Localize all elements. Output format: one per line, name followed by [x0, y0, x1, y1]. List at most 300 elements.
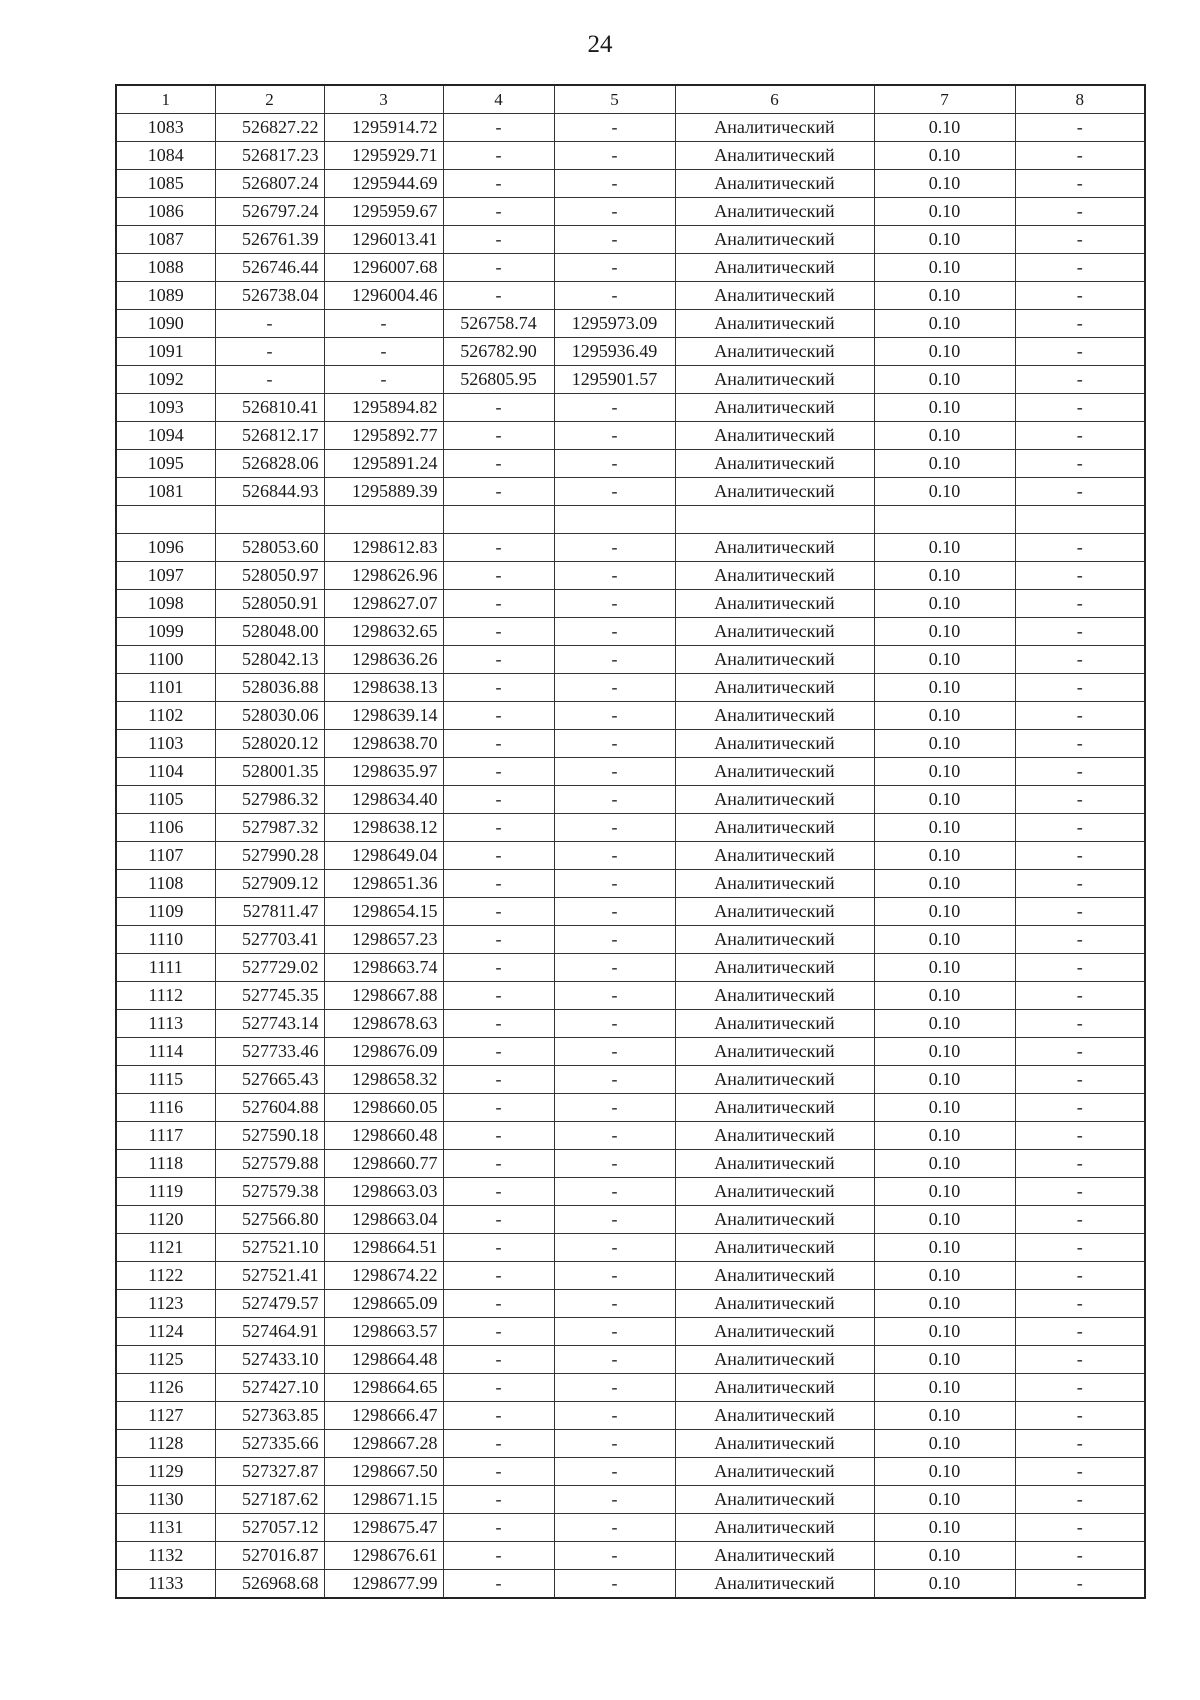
- table-cell: 1298664.51: [324, 1234, 443, 1262]
- table-cell: -: [554, 618, 675, 646]
- table-cell: 527464.91: [215, 1318, 324, 1346]
- table-cell: 526844.93: [215, 478, 324, 506]
- table-cell: Аналитический: [675, 590, 874, 618]
- table-cell: 0.10: [874, 254, 1015, 282]
- table-cell: 1085: [116, 170, 215, 198]
- table-row: [116, 1458, 1145, 1486]
- table-row: [116, 1178, 1145, 1206]
- table-row: [116, 534, 1145, 562]
- table-cell: 1298658.32: [324, 1066, 443, 1094]
- table-cell: 526761.39: [215, 226, 324, 254]
- table-cell: 0.10: [874, 982, 1015, 1010]
- table-row: [116, 898, 1145, 926]
- table-cell: -: [443, 198, 554, 226]
- table-cell: 1097: [116, 562, 215, 590]
- table-cell: 1086: [116, 198, 215, 226]
- table-cell: Аналитический: [675, 1066, 874, 1094]
- table-cell: 527811.47: [215, 898, 324, 926]
- table-cell: Аналитический: [675, 338, 874, 366]
- table-cell: 1296004.46: [324, 282, 443, 310]
- table-cell: -: [554, 422, 675, 450]
- table-cell: 0.10: [874, 142, 1015, 170]
- table-cell: Аналитический: [675, 310, 874, 338]
- table-cell: [675, 506, 874, 534]
- table-cell: -: [443, 534, 554, 562]
- table-cell: -: [443, 982, 554, 1010]
- table-row: [116, 394, 1145, 422]
- table-row: [116, 170, 1145, 198]
- table-cell: 1298675.47: [324, 1514, 443, 1542]
- table-row: [116, 1318, 1145, 1346]
- table-cell: -: [443, 1234, 554, 1262]
- table-cell: Аналитический: [675, 534, 874, 562]
- table-cell: 526810.41: [215, 394, 324, 422]
- table-cell: 1109: [116, 898, 215, 926]
- table-cell: 1116: [116, 1094, 215, 1122]
- table-cell: -: [1015, 198, 1145, 226]
- table-cell: 526968.68: [215, 1570, 324, 1599]
- table-cell: -: [1015, 310, 1145, 338]
- table-cell: 0.10: [874, 1514, 1015, 1542]
- table-cell: -: [1015, 338, 1145, 366]
- table-cell: Аналитический: [675, 1374, 874, 1402]
- table-cell: -: [554, 1262, 675, 1290]
- table-cell: 1295936.49: [554, 338, 675, 366]
- table-cell: -: [324, 310, 443, 338]
- table-cell: -: [443, 170, 554, 198]
- table-cell: 1298676.09: [324, 1038, 443, 1066]
- table-cell: 527665.43: [215, 1066, 324, 1094]
- table-cell: 0.10: [874, 534, 1015, 562]
- table-row: [116, 478, 1145, 506]
- table-cell: -: [1015, 534, 1145, 562]
- table-cell: -: [1015, 674, 1145, 702]
- table-cell: 0.10: [874, 198, 1015, 226]
- table-cell: -: [554, 1458, 675, 1486]
- table-cell: [1015, 506, 1145, 534]
- table-cell: -: [1015, 870, 1145, 898]
- table-cell: 527909.12: [215, 870, 324, 898]
- table-cell: -: [554, 1542, 675, 1570]
- table-cell: -: [1015, 842, 1145, 870]
- table-cell: 528001.35: [215, 758, 324, 786]
- table-cell: -: [554, 1178, 675, 1206]
- table-cell: -: [443, 1010, 554, 1038]
- table-cell: Аналитический: [675, 982, 874, 1010]
- column-header-5: 5: [554, 85, 675, 114]
- table-cell: 527986.32: [215, 786, 324, 814]
- table-cell: 1104: [116, 758, 215, 786]
- table-cell: -: [554, 450, 675, 478]
- table-cell: Аналитический: [675, 170, 874, 198]
- table-cell: 1127: [116, 1402, 215, 1430]
- table-cell: -: [554, 1234, 675, 1262]
- table-cell: Аналитический: [675, 1094, 874, 1122]
- table-cell: 1092: [116, 366, 215, 394]
- table-cell: 0.10: [874, 646, 1015, 674]
- table-cell: Аналитический: [675, 562, 874, 590]
- table-cell: 1298667.28: [324, 1430, 443, 1458]
- table-cell: -: [554, 1010, 675, 1038]
- table-cell: Аналитический: [675, 1486, 874, 1514]
- table-header: [116, 85, 1145, 114]
- table-row: [116, 1010, 1145, 1038]
- table-cell: 527327.87: [215, 1458, 324, 1486]
- table-cell: 1295894.82: [324, 394, 443, 422]
- table-cell: -: [443, 758, 554, 786]
- table-cell: 1298666.47: [324, 1402, 443, 1430]
- table-cell: 0.10: [874, 170, 1015, 198]
- table-cell: -: [1015, 1234, 1145, 1262]
- table-cell: 0.10: [874, 1038, 1015, 1066]
- table-cell: 0.10: [874, 114, 1015, 142]
- table-cell: -: [1015, 590, 1145, 618]
- table-cell: 527733.46: [215, 1038, 324, 1066]
- table-cell: 0.10: [874, 926, 1015, 954]
- table-cell: 0.10: [874, 814, 1015, 842]
- table-cell: 1084: [116, 142, 215, 170]
- table-cell: 0.10: [874, 422, 1015, 450]
- table-cell: -: [1015, 1570, 1145, 1599]
- table-row: [116, 1206, 1145, 1234]
- table-cell: 0.10: [874, 702, 1015, 730]
- table-cell: -: [1015, 926, 1145, 954]
- table-cell: -: [443, 562, 554, 590]
- table-row: [116, 1290, 1145, 1318]
- table-cell: -: [215, 338, 324, 366]
- table-cell: 1298663.04: [324, 1206, 443, 1234]
- table-cell: -: [1015, 1066, 1145, 1094]
- table-cell: 526797.24: [215, 198, 324, 226]
- table-cell: 1298632.65: [324, 618, 443, 646]
- table-cell: Аналитический: [675, 954, 874, 982]
- table-cell: -: [1015, 422, 1145, 450]
- table-row: [116, 450, 1145, 478]
- table-cell: [554, 506, 675, 534]
- table-cell: -: [554, 1486, 675, 1514]
- table-cell: 0.10: [874, 310, 1015, 338]
- table-cell: -: [554, 226, 675, 254]
- table-cell: -: [443, 1374, 554, 1402]
- table-cell: 1295889.39: [324, 478, 443, 506]
- table-cell: Аналитический: [675, 1430, 874, 1458]
- table-cell: 1298638.70: [324, 730, 443, 758]
- table-cell: -: [443, 870, 554, 898]
- table-cell: -: [554, 1318, 675, 1346]
- table-cell: 1101: [116, 674, 215, 702]
- column-header-3: 3: [324, 85, 443, 114]
- table-cell: 527521.41: [215, 1262, 324, 1290]
- table-cell: 1124: [116, 1318, 215, 1346]
- table-cell: 526817.23: [215, 142, 324, 170]
- table-row: [116, 1402, 1145, 1430]
- table-cell: 1110: [116, 926, 215, 954]
- table-cell: 1298671.15: [324, 1486, 443, 1514]
- table-cell: -: [1015, 954, 1145, 982]
- column-header-1: 1: [116, 85, 215, 114]
- table-cell: 0.10: [874, 1318, 1015, 1346]
- table-cell: -: [443, 1402, 554, 1430]
- table-cell: 1126: [116, 1374, 215, 1402]
- table-row: [116, 338, 1145, 366]
- table-cell: Аналитический: [675, 226, 874, 254]
- table-cell: -: [1015, 1430, 1145, 1458]
- table-cell: 1295892.77: [324, 422, 443, 450]
- table-cell: 0.10: [874, 618, 1015, 646]
- table-cell: -: [443, 1206, 554, 1234]
- table-cell: Аналитический: [675, 1318, 874, 1346]
- table-cell: -: [554, 114, 675, 142]
- table-cell: Аналитический: [675, 1122, 874, 1150]
- table-cell: 1111: [116, 954, 215, 982]
- table-cell: 0.10: [874, 1374, 1015, 1402]
- table-cell: -: [554, 982, 675, 1010]
- table-cell: -: [1015, 366, 1145, 394]
- table-cell: Аналитический: [675, 1234, 874, 1262]
- page-number: 24: [587, 31, 613, 58]
- table-cell: -: [554, 1430, 675, 1458]
- table-cell: 528042.13: [215, 646, 324, 674]
- table-row: [116, 1038, 1145, 1066]
- table-cell: 1298612.83: [324, 534, 443, 562]
- table-cell: Аналитический: [675, 926, 874, 954]
- table-cell: -: [443, 618, 554, 646]
- table-cell: Аналитический: [675, 1458, 874, 1486]
- column-header-7: 7: [874, 85, 1015, 114]
- table-cell: -: [1015, 1346, 1145, 1374]
- table-cell: 0.10: [874, 1010, 1015, 1038]
- table-cell: -: [1015, 1094, 1145, 1122]
- table-cell: Аналитический: [675, 842, 874, 870]
- table-cell: 1106: [116, 814, 215, 842]
- table-cell: Аналитический: [675, 814, 874, 842]
- table-cell: -: [215, 366, 324, 394]
- table-cell: 0.10: [874, 1094, 1015, 1122]
- table-cell: -: [1015, 1038, 1145, 1066]
- table-cell: Аналитический: [675, 702, 874, 730]
- table-cell: -: [324, 366, 443, 394]
- table-cell: -: [1015, 1262, 1145, 1290]
- table-cell: 1118: [116, 1150, 215, 1178]
- table-cell: -: [1015, 646, 1145, 674]
- table-cell: -: [443, 1486, 554, 1514]
- table-cell: -: [554, 254, 675, 282]
- table-cell: 526782.90: [443, 338, 554, 366]
- table-cell: 527363.85: [215, 1402, 324, 1430]
- table-cell: -: [554, 1206, 675, 1234]
- table-cell: -: [1015, 562, 1145, 590]
- table-cell: -: [1015, 730, 1145, 758]
- table-cell: 1098: [116, 590, 215, 618]
- table-cell: 1298677.99: [324, 1570, 443, 1599]
- table-cell: 527566.80: [215, 1206, 324, 1234]
- table-cell: 1132: [116, 1542, 215, 1570]
- table-cell: 527433.10: [215, 1346, 324, 1374]
- table-cell: 527187.62: [215, 1486, 324, 1514]
- table-cell: Аналитический: [675, 366, 874, 394]
- table-row: [116, 114, 1145, 142]
- table-row: [116, 226, 1145, 254]
- table-cell: -: [554, 1038, 675, 1066]
- table-cell: 1298634.40: [324, 786, 443, 814]
- column-header-2: 2: [215, 85, 324, 114]
- table-cell: 1129: [116, 1458, 215, 1486]
- table-cell: 1298651.36: [324, 870, 443, 898]
- table-cell: Аналитический: [675, 1150, 874, 1178]
- table-cell: 0.10: [874, 450, 1015, 478]
- table-cell: -: [1015, 1486, 1145, 1514]
- table-cell: -: [554, 898, 675, 926]
- table-cell: 1105: [116, 786, 215, 814]
- table-cell: 1298657.23: [324, 926, 443, 954]
- table-cell: -: [554, 142, 675, 170]
- table-cell: Аналитический: [675, 1290, 874, 1318]
- table-cell: -: [443, 1430, 554, 1458]
- table-cell: 526738.04: [215, 282, 324, 310]
- table-cell: 0.10: [874, 1346, 1015, 1374]
- table-cell: 1296013.41: [324, 226, 443, 254]
- table-cell: 1298664.65: [324, 1374, 443, 1402]
- table-cell: 1298678.63: [324, 1010, 443, 1038]
- table-cell: -: [443, 1122, 554, 1150]
- table-cell: 1298627.07: [324, 590, 443, 618]
- table-cell: 527016.87: [215, 1542, 324, 1570]
- table-cell: 1298664.48: [324, 1346, 443, 1374]
- table-cell: -: [1015, 1206, 1145, 1234]
- table-cell: 0.10: [874, 1122, 1015, 1150]
- table-cell: Аналитический: [675, 1402, 874, 1430]
- table-cell: -: [324, 338, 443, 366]
- table-cell: Аналитический: [675, 646, 874, 674]
- table-cell: -: [443, 254, 554, 282]
- table-cell: -: [443, 814, 554, 842]
- table-cell: 527743.14: [215, 1010, 324, 1038]
- table-cell: Аналитический: [675, 114, 874, 142]
- table-cell: -: [554, 646, 675, 674]
- table-row: [116, 1262, 1145, 1290]
- table-cell: -: [1015, 1514, 1145, 1542]
- table-cell: -: [554, 282, 675, 310]
- table-cell: 0.10: [874, 226, 1015, 254]
- table-cell: 1100: [116, 646, 215, 674]
- table-row: [116, 142, 1145, 170]
- table-cell: -: [215, 310, 324, 338]
- table-cell: 1117: [116, 1122, 215, 1150]
- table-cell: 1298663.74: [324, 954, 443, 982]
- table-cell: 1090: [116, 310, 215, 338]
- table-cell: -: [443, 1318, 554, 1346]
- table-cell: 0.10: [874, 1066, 1015, 1094]
- table-cell: 1298654.15: [324, 898, 443, 926]
- table-cell: 0.10: [874, 338, 1015, 366]
- table-cell: 526828.06: [215, 450, 324, 478]
- table-cell: 527703.41: [215, 926, 324, 954]
- table-cell: -: [443, 1094, 554, 1122]
- table-cell: -: [554, 394, 675, 422]
- table-cell: -: [554, 478, 675, 506]
- table-cell: 527335.66: [215, 1430, 324, 1458]
- table-cell: -: [554, 590, 675, 618]
- table-cell: -: [443, 1262, 554, 1290]
- table-cell: -: [1015, 282, 1145, 310]
- table-cell: 528050.97: [215, 562, 324, 590]
- table-cell: 1298649.04: [324, 842, 443, 870]
- table-cell: 1298663.57: [324, 1318, 443, 1346]
- table-cell: -: [1015, 478, 1145, 506]
- table-cell: 1298626.96: [324, 562, 443, 590]
- table-cell: 1298667.50: [324, 1458, 443, 1486]
- table-cell: 1128: [116, 1430, 215, 1458]
- table-cell: Аналитический: [675, 758, 874, 786]
- table-row: [116, 590, 1145, 618]
- table-cell: 1298665.09: [324, 1290, 443, 1318]
- table-cell: 0.10: [874, 1178, 1015, 1206]
- table-cell: -: [554, 534, 675, 562]
- table-cell: -: [443, 842, 554, 870]
- table-cell: -: [1015, 394, 1145, 422]
- table-cell: 527579.38: [215, 1178, 324, 1206]
- table-row: [116, 1234, 1145, 1262]
- table-cell: -: [554, 1514, 675, 1542]
- table-row: [116, 786, 1145, 814]
- table-cell: 528053.60: [215, 534, 324, 562]
- table-cell: -: [554, 1570, 675, 1599]
- table-cell: 1296007.68: [324, 254, 443, 282]
- table-row: [116, 310, 1145, 338]
- table-cell: Аналитический: [675, 1206, 874, 1234]
- table-cell: -: [443, 282, 554, 310]
- table-cell: -: [554, 198, 675, 226]
- table-cell: 1298660.48: [324, 1122, 443, 1150]
- table-cell: Аналитический: [675, 282, 874, 310]
- table-cell: [443, 506, 554, 534]
- table-cell: [324, 506, 443, 534]
- table-row: [116, 1066, 1145, 1094]
- table-cell: 1094: [116, 422, 215, 450]
- table-cell: Аналитический: [675, 198, 874, 226]
- table-cell: 0.10: [874, 786, 1015, 814]
- table-cell: -: [554, 786, 675, 814]
- table-cell: [116, 506, 215, 534]
- table-cell: -: [443, 1346, 554, 1374]
- table-cell: 1123: [116, 1290, 215, 1318]
- table-cell: -: [1015, 702, 1145, 730]
- table-cell: 1298638.13: [324, 674, 443, 702]
- table-row: [116, 254, 1145, 282]
- table-cell: 0.10: [874, 1430, 1015, 1458]
- table-cell: -: [443, 730, 554, 758]
- table-cell: -: [443, 1066, 554, 1094]
- table-cell: -: [1015, 1402, 1145, 1430]
- table-cell: 527479.57: [215, 1290, 324, 1318]
- table-row: [116, 422, 1145, 450]
- table-cell: 1298639.14: [324, 702, 443, 730]
- table-cell: 528048.00: [215, 618, 324, 646]
- table-cell: -: [443, 478, 554, 506]
- table-cell: -: [554, 730, 675, 758]
- table-cell: -: [1015, 786, 1145, 814]
- table-cell: 1102: [116, 702, 215, 730]
- table-row: [116, 562, 1145, 590]
- table-row: [116, 982, 1145, 1010]
- table-cell: 1093: [116, 394, 215, 422]
- table-cell: 1125: [116, 1346, 215, 1374]
- table-cell: 1096: [116, 534, 215, 562]
- table-row: [116, 506, 1145, 534]
- table-cell: 527990.28: [215, 842, 324, 870]
- table-cell: 1115: [116, 1066, 215, 1094]
- table-cell: -: [1015, 1374, 1145, 1402]
